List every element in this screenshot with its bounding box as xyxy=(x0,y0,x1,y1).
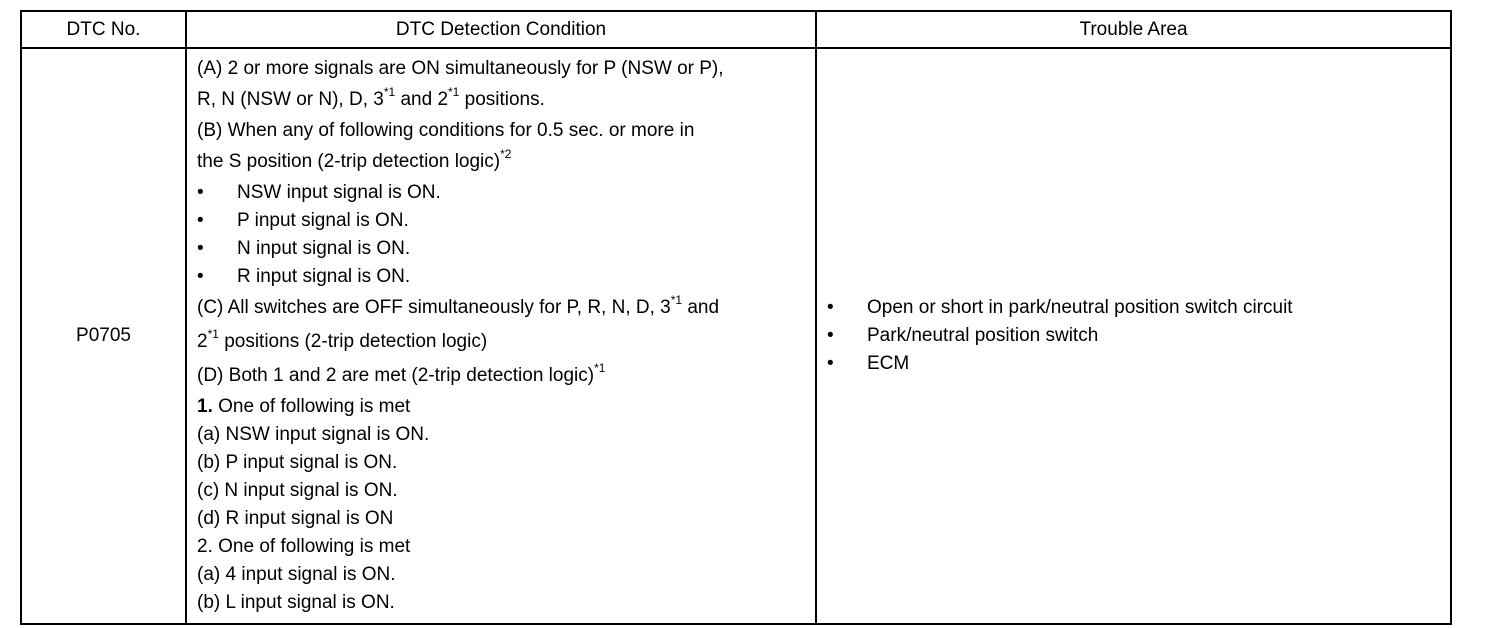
condition-d2-item: (a) 4 input signal is ON. xyxy=(197,564,396,585)
condition-d2-item: (b) L input signal is ON. xyxy=(197,592,395,613)
condition-d1-heading: 1. One of following is met xyxy=(197,396,411,417)
condition-d1-item: (b) P input signal is ON. xyxy=(197,452,398,473)
condition-b-item: • P input signal is ON. xyxy=(197,207,807,235)
condition-d2-heading: 2. One of following is met xyxy=(197,536,411,557)
dtc-table xyxy=(20,10,1452,625)
bullet-icon: • xyxy=(197,182,204,203)
detection-condition-cell xyxy=(186,48,816,624)
bullet-icon: • xyxy=(827,325,834,346)
condition-b-item: • N input signal is ON. xyxy=(197,235,807,263)
header-detection-condition: DTC Detection Condition xyxy=(186,11,816,48)
bullet-icon: • xyxy=(827,353,834,374)
condition-b-item: • NSW input signal is ON. xyxy=(197,179,807,207)
table-row xyxy=(21,48,1451,624)
bullet-icon: • xyxy=(197,238,204,259)
trouble-area-item: • ECM xyxy=(827,350,1442,378)
trouble-area-item: • Open or short in park/neutral position switch circuit xyxy=(827,294,1442,322)
header-trouble-area: Trouble Area xyxy=(816,11,1451,48)
dtc-code: P0705 xyxy=(21,48,186,624)
table-header-row xyxy=(21,11,1451,48)
condition-b-line-2: the S position (2-trip detection logic)$^{*2}$ xyxy=(197,147,512,172)
condition-b-line-1: (B) When any of following conditions for 0.5 sec. or more in xyxy=(197,120,695,141)
footnote-mark: *1 xyxy=(383,85,396,99)
footnote-mark: *2 xyxy=(500,147,512,161)
condition-d1-item: (c) N input signal is ON. xyxy=(197,480,398,501)
footnote-mark: *1 xyxy=(594,361,606,375)
footnote-mark: *1 xyxy=(207,327,219,341)
condition-d-line-1: (D) Both 1 and 2 are met (2-trip detection logic)$^{*1}$ xyxy=(197,361,606,386)
condition-c-line-1: (C) All switches are OFF simultaneously for P, R, N, D, 3$^{*1}$ and xyxy=(197,293,720,318)
condition-a-line-2: R, N (NSW or N), D, 3$^{*1}$ and 2$^{*1}$ positions. xyxy=(197,85,545,110)
trouble-area-item: • Park/neutral position switch xyxy=(827,322,1442,350)
condition-b-item: • R input signal is ON. xyxy=(197,263,807,291)
footnote-mark: *1 xyxy=(670,293,683,307)
condition-d1-item: (d) R input signal is ON xyxy=(197,508,394,529)
bullet-icon: • xyxy=(197,210,204,231)
footnote-mark: *1 xyxy=(448,85,460,99)
condition-a-line-1: (A) 2 or more signals are ON simultaneously for P (NSW or P), xyxy=(197,58,724,79)
trouble-area-cell xyxy=(816,48,1451,624)
condition-c-line-2: 2$^{*1}$ positions (2-trip detection logic) xyxy=(197,327,488,352)
header-dtc-no: DTC No. xyxy=(21,11,186,48)
bullet-icon: • xyxy=(197,266,204,287)
condition-d1-item: (a) NSW input signal is ON. xyxy=(197,424,430,445)
bullet-icon: • xyxy=(827,297,834,318)
